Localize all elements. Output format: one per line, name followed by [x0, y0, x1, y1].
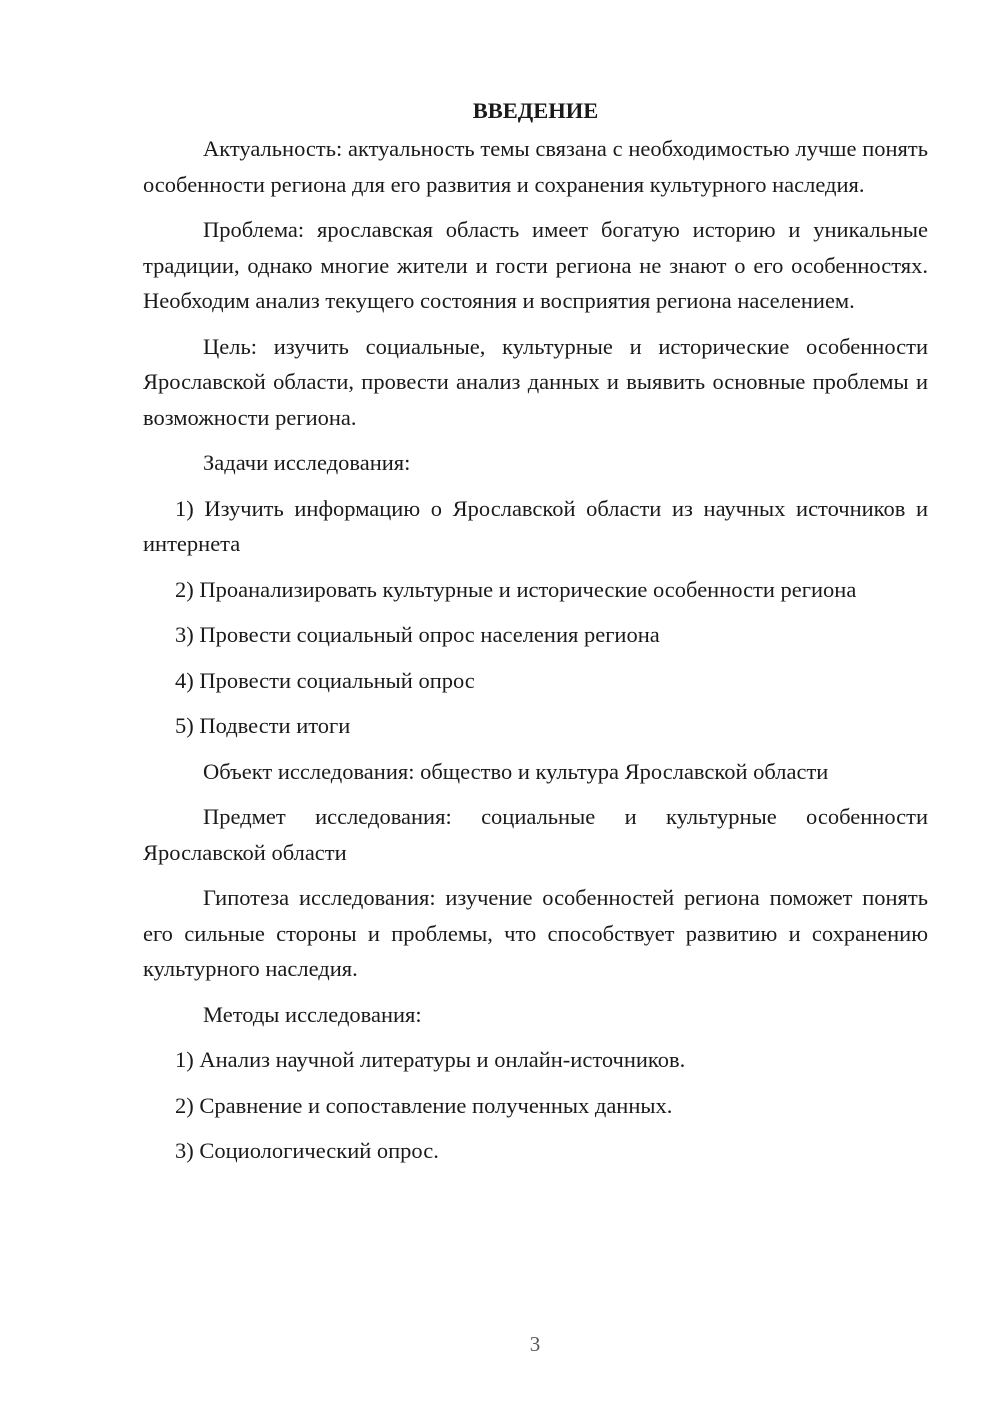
task-item-2: 2) Проанализировать культурные и исторические особенности региона	[175, 576, 857, 602]
task-item-5: 5) Подвести итоги	[175, 713, 351, 738]
subject-paragraph: Предмет исследования: социальные и культурные особенности Ярославской области	[143, 804, 928, 865]
relevance-paragraph: Актуальность: актуальность темы связана с необходимостью лучше понять особенности региона для его развития и сохранения культурного наследия.	[143, 136, 928, 197]
problem-paragraph: Проблема: ярославская область имеет богатую историю и уникальные традиции, однако многие жители и гости региона не знают о его особенностях. Необходим анализ текущего состояния и восприятия региона населением.	[143, 217, 928, 313]
page-number: 3	[529, 1332, 541, 1356]
method-item-1: 1) Анализ научной литературы и онлайн-источников.	[175, 1047, 686, 1072]
task-item-3: 3) Провести социальный опрос населения региона	[175, 622, 660, 647]
methods-heading: Методы исследования:	[203, 1001, 422, 1027]
method-item-3: 3) Социологический опрос.	[175, 1138, 439, 1163]
task-item-4: 4) Провести социальный опрос	[175, 667, 475, 693]
task-item-1: 1) Изучить информацию о Ярославской области из научных источников и интернета	[143, 495, 928, 556]
section-title: ВВЕДЕНИЕ	[472, 98, 599, 123]
method-item-2: 2) Сравнение и сопоставление полученных данных.	[175, 1092, 673, 1118]
object-paragraph: Объект исследования: общество и культура Ярославской области	[203, 758, 829, 784]
hypothesis-paragraph: Гипотеза исследования: изучение особенностей региона поможет понять его сильные стороны и проблемы, что способствует развитию и сохранению культурного наследия.	[143, 885, 928, 981]
document-page	[143, 95, 928, 1179]
tasks-heading: Задачи исследования:	[203, 450, 411, 475]
goal-paragraph: Цель: изучить социальные, культурные и исторические особенности Ярославской области, провести анализ данных и выявить основные проблемы и возможности региона.	[143, 333, 928, 430]
